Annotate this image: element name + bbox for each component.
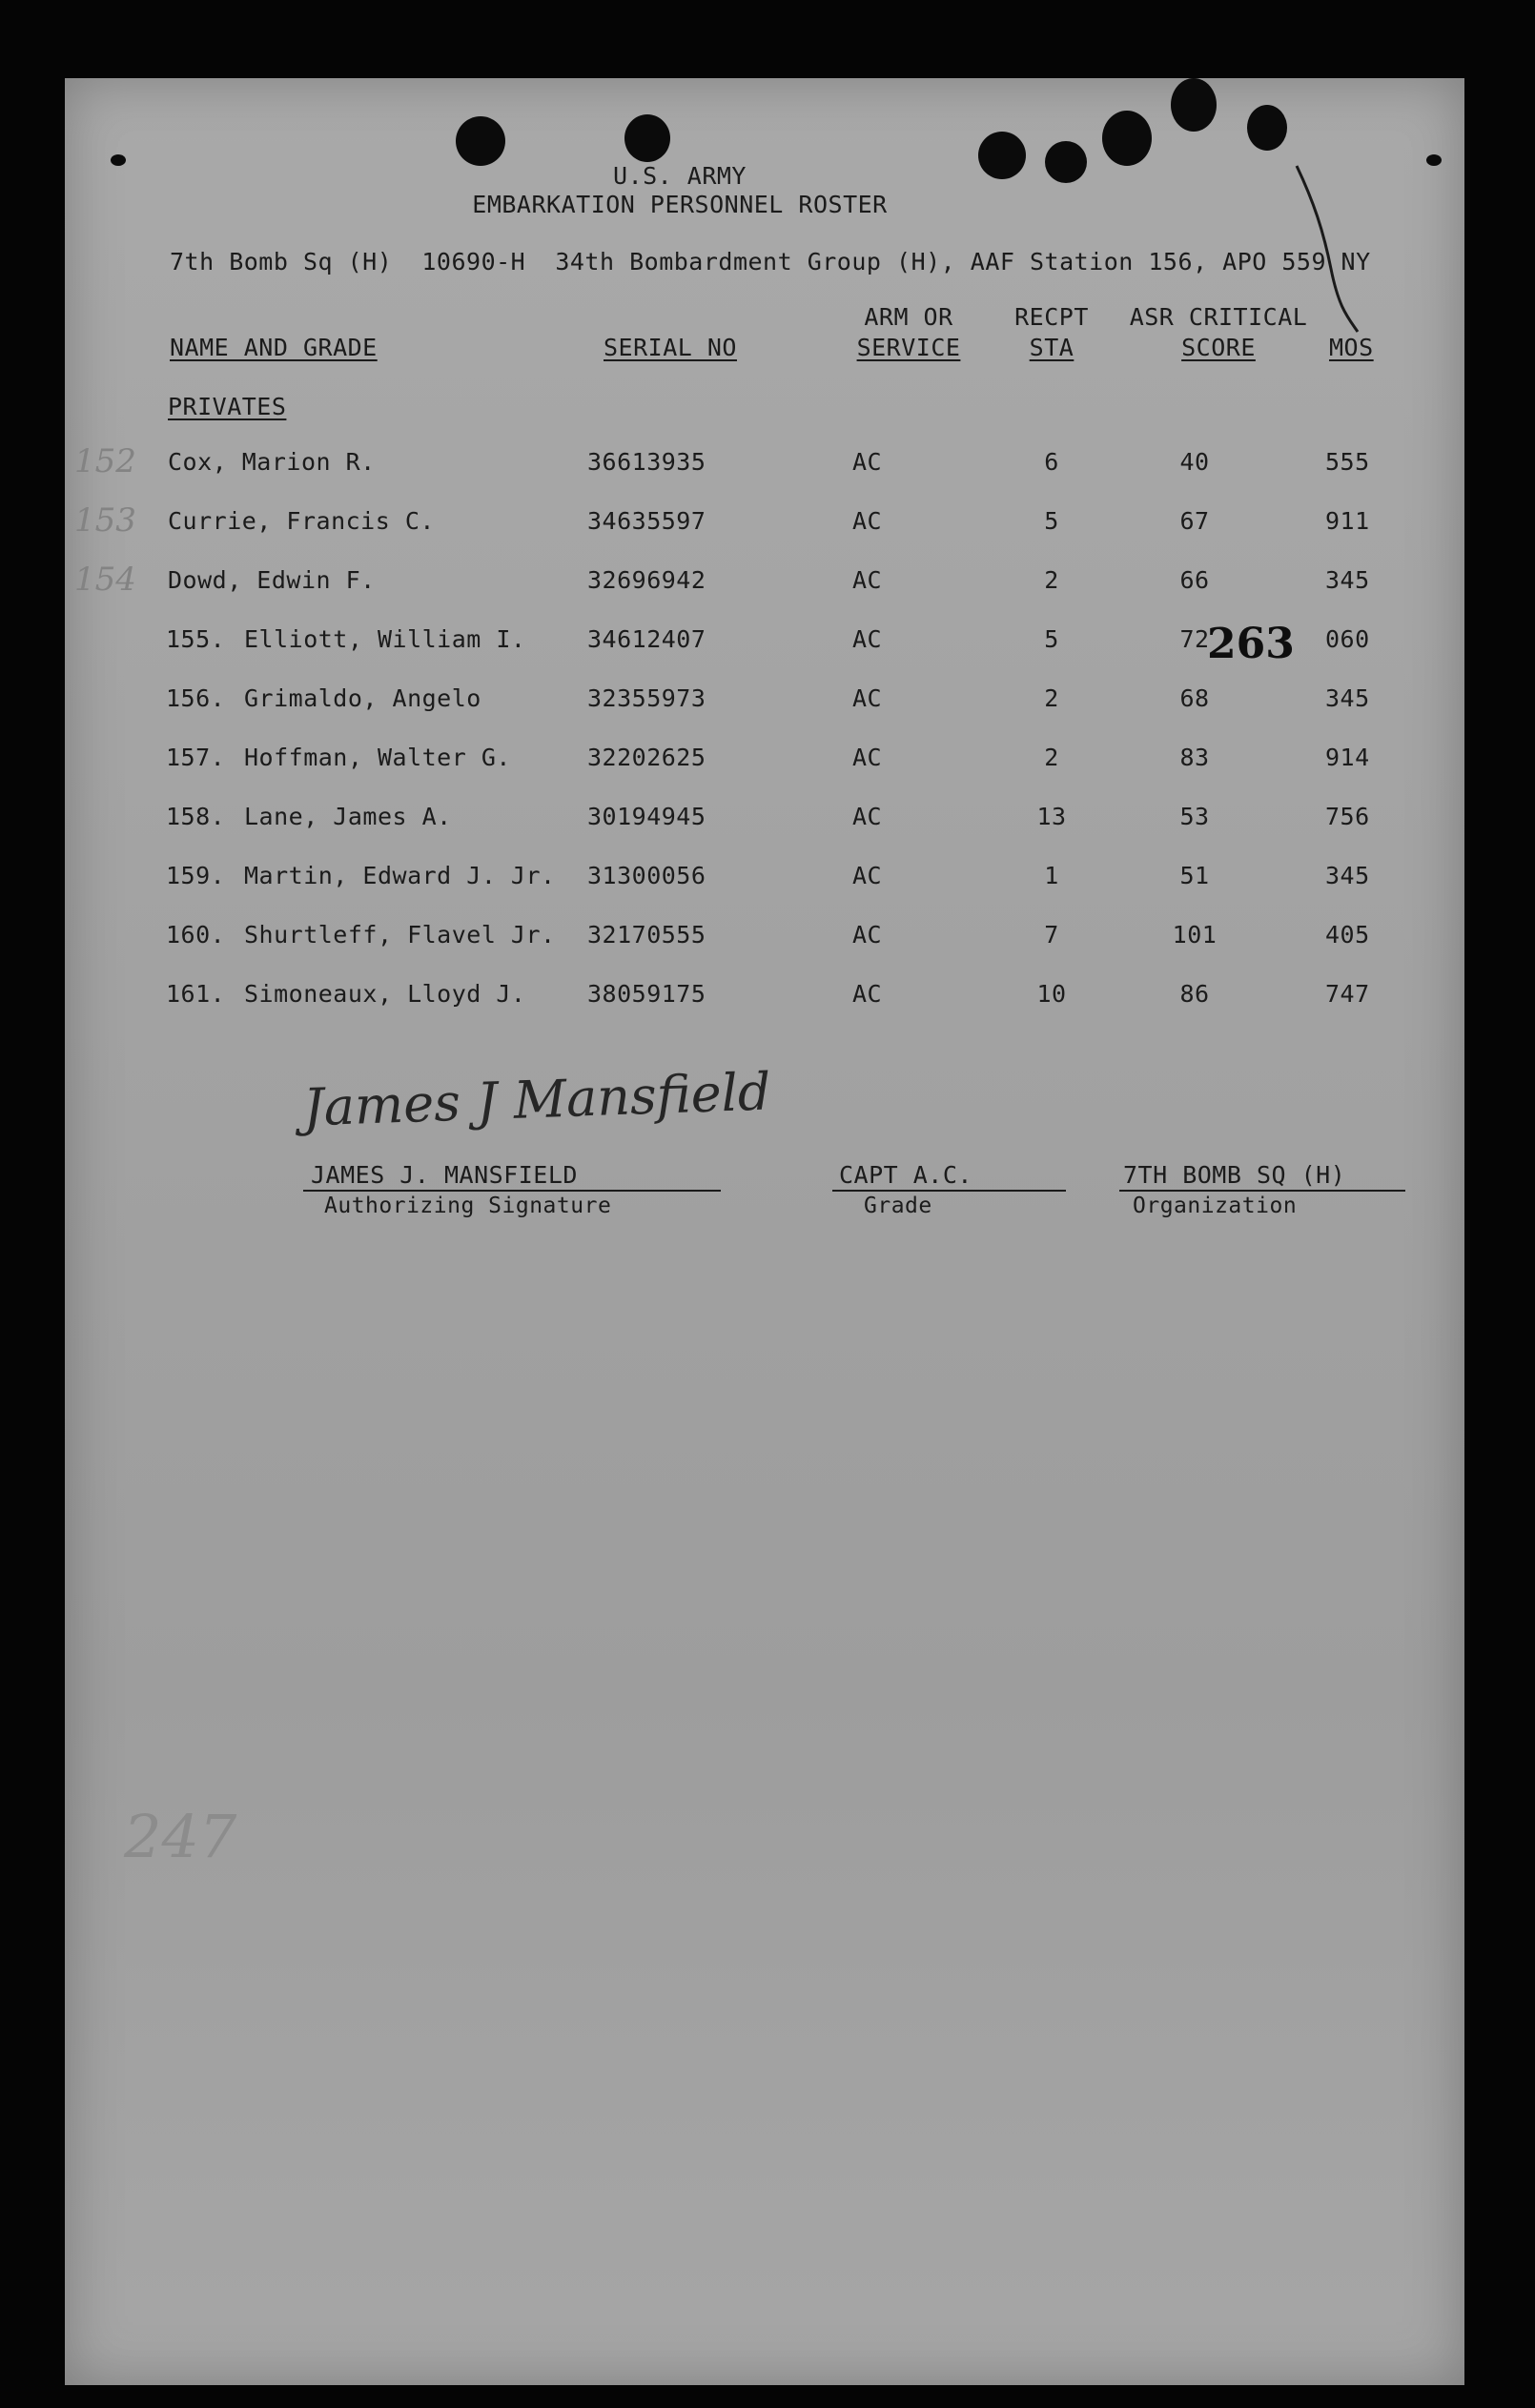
- row-sta: 2: [1044, 744, 1059, 771]
- row-arm: AC: [852, 625, 883, 653]
- punch-hole: [1102, 111, 1152, 166]
- margin-note: 154: [74, 561, 136, 599]
- margin-note: 152: [74, 442, 136, 480]
- punch-hole: [1426, 154, 1442, 166]
- row-number: 155.: [166, 625, 226, 653]
- row-sta: 7: [1044, 921, 1059, 949]
- name-caption: Authorizing Signature: [324, 1194, 612, 1218]
- row-number: 160.: [166, 921, 226, 949]
- row-score: 67: [1179, 507, 1210, 535]
- row-serial: 34612407: [587, 625, 706, 653]
- row-sta: 2: [1044, 566, 1059, 594]
- row-serial: 30194945: [587, 803, 706, 830]
- handwritten-signature: James J Mansfield: [302, 1061, 772, 1138]
- row-score: 53: [1179, 803, 1210, 830]
- row-sta: 2: [1044, 684, 1059, 712]
- punch-hole: [1171, 78, 1217, 132]
- row-number: 156.: [166, 684, 226, 712]
- punch-hole: [1247, 105, 1287, 151]
- row-serial: 32696942: [587, 566, 706, 594]
- col-arm-top: ARM OR: [864, 303, 953, 331]
- roster-sheet: [65, 78, 1464, 2385]
- row-serial: 31300056: [587, 862, 706, 889]
- row-sta: 10: [1036, 980, 1067, 1008]
- grade-value: CAPT A.C.: [839, 1161, 972, 1189]
- row-arm: AC: [852, 744, 883, 771]
- row-mos: 345: [1325, 684, 1370, 712]
- row-serial: 32202625: [587, 744, 706, 771]
- row-arm: AC: [852, 862, 883, 889]
- row-name: Hoffman, Walter G.: [244, 744, 511, 771]
- row-name: Grimaldo, Angelo: [244, 684, 481, 712]
- row-mos: 756: [1325, 803, 1370, 830]
- margin-note: 153: [74, 501, 136, 540]
- row-name: Lane, James A.: [244, 803, 452, 830]
- row-sta: 5: [1044, 507, 1059, 535]
- col-mos: MOS: [1329, 334, 1374, 361]
- row-score: 86: [1179, 980, 1210, 1008]
- row-arm: AC: [852, 507, 883, 535]
- row-sta: 6: [1044, 448, 1059, 476]
- row-score: 66: [1179, 566, 1210, 594]
- col-name-grade: NAME AND GRADE: [170, 334, 378, 361]
- row-name: Shurtleff, Flavel Jr.: [244, 921, 556, 949]
- row-mos: 345: [1325, 862, 1370, 889]
- header-line-1: U.S. ARMY: [613, 162, 747, 190]
- org-caption: Organization: [1133, 1194, 1298, 1218]
- row-mos: 914: [1325, 744, 1370, 771]
- row-sta: 5: [1044, 625, 1059, 653]
- row-mos: 555: [1325, 448, 1370, 476]
- row-score: 83: [1179, 744, 1210, 771]
- row-name: Martin, Edward J. Jr.: [244, 862, 556, 889]
- header-line-2: EMBARKATION PERSONNEL ROSTER: [472, 191, 888, 218]
- grade-line: [832, 1190, 1066, 1192]
- row-arm: AC: [852, 921, 883, 949]
- row-score: 72: [1179, 625, 1210, 653]
- row-name: Elliott, William I.: [244, 625, 526, 653]
- unit-line: 7th Bomb Sq (H) 10690-H 34th Bombardment Group (H), AAF Station 156, APO 559 NY: [170, 248, 1371, 275]
- row-name: Simoneaux, Lloyd J.: [244, 980, 526, 1008]
- row-arm: AC: [852, 566, 883, 594]
- row-serial: 36613935: [587, 448, 706, 476]
- col-serial-no: SERIAL NO: [604, 334, 737, 361]
- row-mos: 747: [1325, 980, 1370, 1008]
- row-number: 157.: [166, 744, 226, 771]
- page-note: 247: [124, 1802, 237, 1871]
- row-score: 40: [1179, 448, 1210, 476]
- grade-caption: Grade: [864, 1194, 932, 1218]
- row-number: 159.: [166, 862, 226, 889]
- row-serial: 32170555: [587, 921, 706, 949]
- col-arm-bottom: SERVICE: [856, 334, 961, 361]
- col-recpt-bottom: STA: [1029, 334, 1074, 361]
- page-stamp: 263: [1207, 620, 1295, 668]
- row-mos: 345: [1325, 566, 1370, 594]
- punch-hole: [624, 114, 670, 162]
- row-score: 68: [1179, 684, 1210, 712]
- row-number: 161.: [166, 980, 226, 1008]
- row-serial: 34635597: [587, 507, 706, 535]
- row-name: Currie, Francis C.: [168, 507, 435, 535]
- org-line: [1119, 1190, 1405, 1192]
- row-number: 158.: [166, 803, 226, 830]
- col-asr-bottom: SCORE: [1181, 334, 1256, 361]
- row-arm: AC: [852, 448, 883, 476]
- row-score: 101: [1172, 921, 1218, 949]
- org-value: 7TH BOMB SQ (H): [1123, 1161, 1346, 1189]
- row-score: 51: [1179, 862, 1210, 889]
- row-arm: AC: [852, 684, 883, 712]
- row-arm: AC: [852, 803, 883, 830]
- row-sta: 1: [1044, 862, 1059, 889]
- name-line: [303, 1190, 721, 1192]
- row-mos: 911: [1325, 507, 1370, 535]
- col-recpt-top: RECPT: [1014, 303, 1089, 331]
- typed-name: JAMES J. MANSFIELD: [311, 1161, 578, 1189]
- row-name: Cox, Marion R.: [168, 448, 376, 476]
- punch-hole: [456, 116, 505, 166]
- row-mos: 405: [1325, 921, 1370, 949]
- row-serial: 38059175: [587, 980, 706, 1008]
- row-name: Dowd, Edwin F.: [168, 566, 376, 594]
- row-serial: 32355973: [587, 684, 706, 712]
- section-label: PRIVATES: [168, 393, 287, 420]
- col-asr-top: ASR CRITICAL: [1129, 303, 1308, 331]
- row-arm: AC: [852, 980, 883, 1008]
- row-mos: 060: [1325, 625, 1370, 653]
- row-sta: 13: [1036, 803, 1067, 830]
